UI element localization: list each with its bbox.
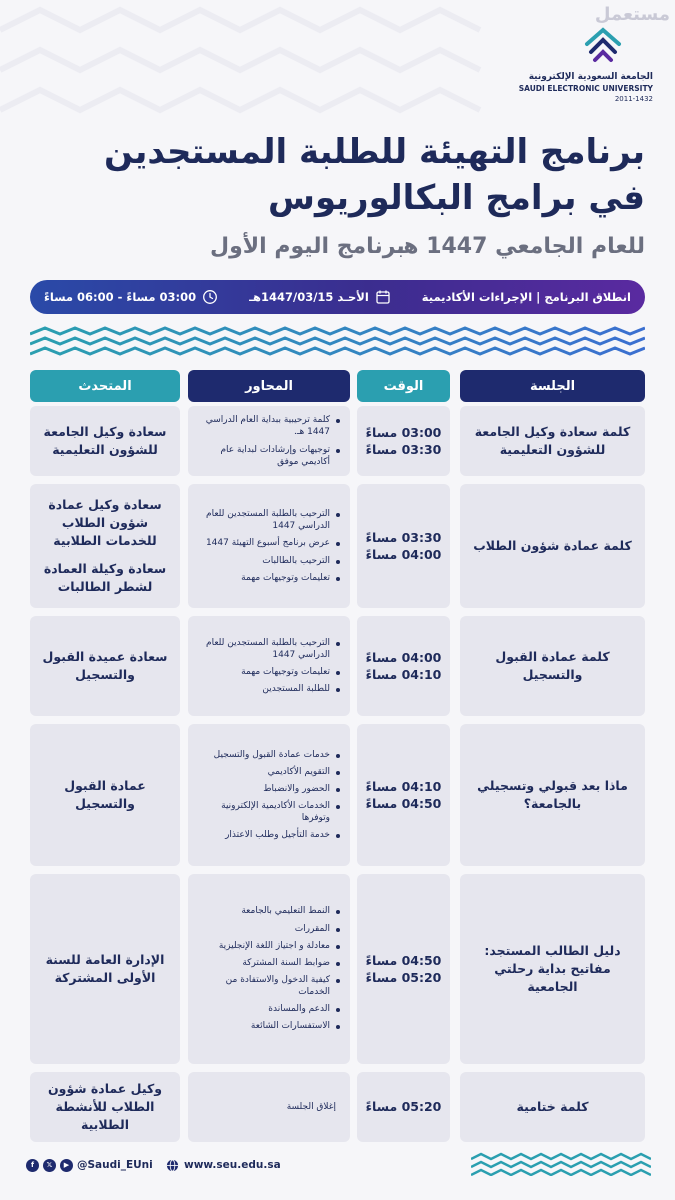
facebook-icon[interactable]: f <box>26 1159 39 1172</box>
row-1-speaker <box>30 406 180 476</box>
speaker-name: وكيل عمادة شؤون الطلاب للأنشطة الطلابية <box>48 1080 162 1133</box>
banner-time <box>44 289 218 305</box>
topic-item: عرض برنامج أسبوع التهيئة 1447 <box>194 537 340 549</box>
row-3-time-start: 04:00 مساءً <box>365 649 442 665</box>
closing-topic: إغلاق الجلسة <box>286 1102 336 1112</box>
row-6-session: كلمة ختامية <box>460 1072 645 1142</box>
row-2-topics <box>188 484 350 608</box>
row-5-time-end: 05:20 مساءً <box>365 970 442 985</box>
row-2-speaker <box>30 484 180 608</box>
topic-item: تعليمات وتوجيهات مهمة <box>194 666 340 678</box>
day-program-subtitle: برنامج اليوم الأول <box>210 234 405 259</box>
topic-item: تعليمات وتوجيهات مهمة <box>194 572 340 584</box>
page-title-line1: برنامج التهيئة للطلبة المستجدين <box>104 132 645 172</box>
website-link[interactable] <box>166 1154 281 1176</box>
banner-launch-text: انطلاق البرنامج | الإجراءات الأكاديمية <box>421 290 631 304</box>
row-3-speaker <box>30 616 180 716</box>
topic-item: المقررات <box>194 923 340 935</box>
row-6-time-start: 05:20 مساءً <box>365 1099 442 1115</box>
topic-item: كيفية الدخول والاستفادة من الخدمات <box>194 974 340 998</box>
row-3-session: كلمة عمادة القبول والتسجيل <box>460 616 645 716</box>
topic-item: التقويم الأكاديمي <box>194 766 340 778</box>
row-4-time-start: 04:10 مساءً <box>365 778 442 794</box>
row-1-time <box>357 406 450 476</box>
speaker-name: سعادة وكيل الجامعة للشؤون التعليمية <box>43 423 167 457</box>
banner-date-text: الأحـد 1447/03/15هـ <box>249 290 369 304</box>
row-5-speaker <box>30 874 180 1064</box>
topic-item: الترحيب بالطلبة المستجدين للعام الدراسي 1447 <box>194 508 340 532</box>
globe-icon <box>166 1159 179 1172</box>
topic-item: خدمة التأجيل وطلب الاعتذار <box>194 829 340 841</box>
logo-years: 2011-1432 <box>614 95 653 103</box>
topic-item: توجيهات وإرشادات لبداية عام أكاديمي موفق <box>194 444 340 468</box>
row-3-topics <box>188 616 350 716</box>
row-1-session: كلمة سعادة وكيل الجامعة للشؤون التعليمية <box>460 406 645 476</box>
banner-time-text: 03:00 مساءً - 06:00 مساءً <box>44 290 197 304</box>
logo-english-name: SAUDI ELECTRONIC UNIVERSITY <box>518 84 653 93</box>
topic-item: الترحيب بالطلبة المستجدين للعام الدراسي 1447 <box>194 637 340 661</box>
row-1-topics <box>188 406 350 476</box>
row-2-time-end: 04:00 مساءً <box>365 547 442 562</box>
speaker-name: سعادة عميدة القبول والتسجيل <box>42 648 168 682</box>
speaker-name: سعادة وكيل عمادة شؤون الطلاب للخدمات الطلابية <box>48 496 162 548</box>
university-logo <box>513 24 653 104</box>
logo-mark-icon <box>577 24 629 68</box>
row-5-topics <box>188 874 350 1064</box>
topic-item: معادلة و اجتياز اللغة الإنجليزية <box>194 940 340 952</box>
topic-item: الخدمات الأكاديمية الإلكترونية وتوفرها <box>194 800 340 824</box>
youtube-icon[interactable]: ▶ <box>60 1159 73 1172</box>
row-6-topics <box>188 1072 350 1142</box>
row-4-speaker <box>30 724 180 866</box>
topic-item: للطلبة المستجدين <box>194 683 340 695</box>
speaker-name: سعادة وكيلة العمادة لشطر الطالبات <box>43 561 167 595</box>
topic-item: الاستفسارات الشائعة <box>194 1020 340 1032</box>
row-6-speaker <box>30 1072 180 1142</box>
row-4-time-end: 04:50 مساءً <box>365 796 442 811</box>
website-url[interactable]: www.seu.edu.sa <box>184 1159 281 1171</box>
row-2-time-start: 03:30 مساءً <box>365 529 442 545</box>
topic-item: النمط التعليمي بالجامعة <box>194 905 340 917</box>
row-4-session: ماذا بعد قبولي وتسجيلي بالجامعة؟ <box>460 724 645 866</box>
topic-item: ضوابط السنة المشتركة <box>194 957 340 969</box>
speaker-name: عمادة القبول والتسجيل <box>64 777 146 811</box>
page-title-line2: في برامج البكالوريوس <box>268 178 645 218</box>
row-5-session: دليل الطالب المستجد: مفاتيح بداية رحلتي الجامعية <box>460 874 645 1064</box>
row-6-time <box>357 1072 450 1142</box>
social-links <box>26 1154 153 1176</box>
x-icon[interactable]: 𝕏 <box>43 1159 56 1172</box>
row-3-time-end: 04:10 مساءً <box>365 667 442 682</box>
header-topics: المحاور <box>188 370 350 402</box>
speaker-name: الإدارة العامة للسنة الأولى المشتركة <box>45 951 165 985</box>
banner-date <box>249 289 391 305</box>
row-2-session: كلمة عمادة شؤون الطلاب <box>460 484 645 608</box>
academic-year-subtitle: للعام الجامعي 1447 هـ <box>395 234 645 259</box>
row-5-time <box>357 874 450 1064</box>
decorative-wave-band <box>30 326 645 356</box>
topic-item: خدمات عمادة القبول والتسجيل <box>194 749 340 761</box>
row-5-time-start: 04:50 مساءً <box>365 952 442 968</box>
social-handle[interactable]: @Saudi_EUni <box>77 1159 153 1171</box>
header-session: الجلسة <box>460 370 645 402</box>
header-time: الوقت <box>357 370 450 402</box>
row-1-time-start: 03:00 مساءً <box>365 424 442 440</box>
topic-item: الترحيب بالطالبات <box>194 555 340 567</box>
row-3-time <box>357 616 450 716</box>
row-2-time <box>357 484 450 608</box>
topic-item: الدعم والمساندة <box>194 1003 340 1015</box>
banner-launch <box>422 290 631 304</box>
info-banner <box>30 280 645 314</box>
clock-icon <box>202 289 218 305</box>
header-speaker: المتحدث <box>30 370 180 402</box>
footer-wave-decoration <box>471 1152 651 1176</box>
logo-arabic-name: الجامعة السعودية الإلكترونية <box>528 72 653 82</box>
row-4-time <box>357 724 450 866</box>
topic-item: كلمة ترحيبية ببداية العام الدراسي 1447 هـ. <box>194 414 340 438</box>
row-4-topics <box>188 724 350 866</box>
calendar-icon <box>375 289 391 305</box>
watermark-text: مستعمل <box>594 4 670 25</box>
topic-item: الحضور والانضباط <box>194 783 340 795</box>
row-1-time-end: 03:30 مساءً <box>365 442 442 457</box>
